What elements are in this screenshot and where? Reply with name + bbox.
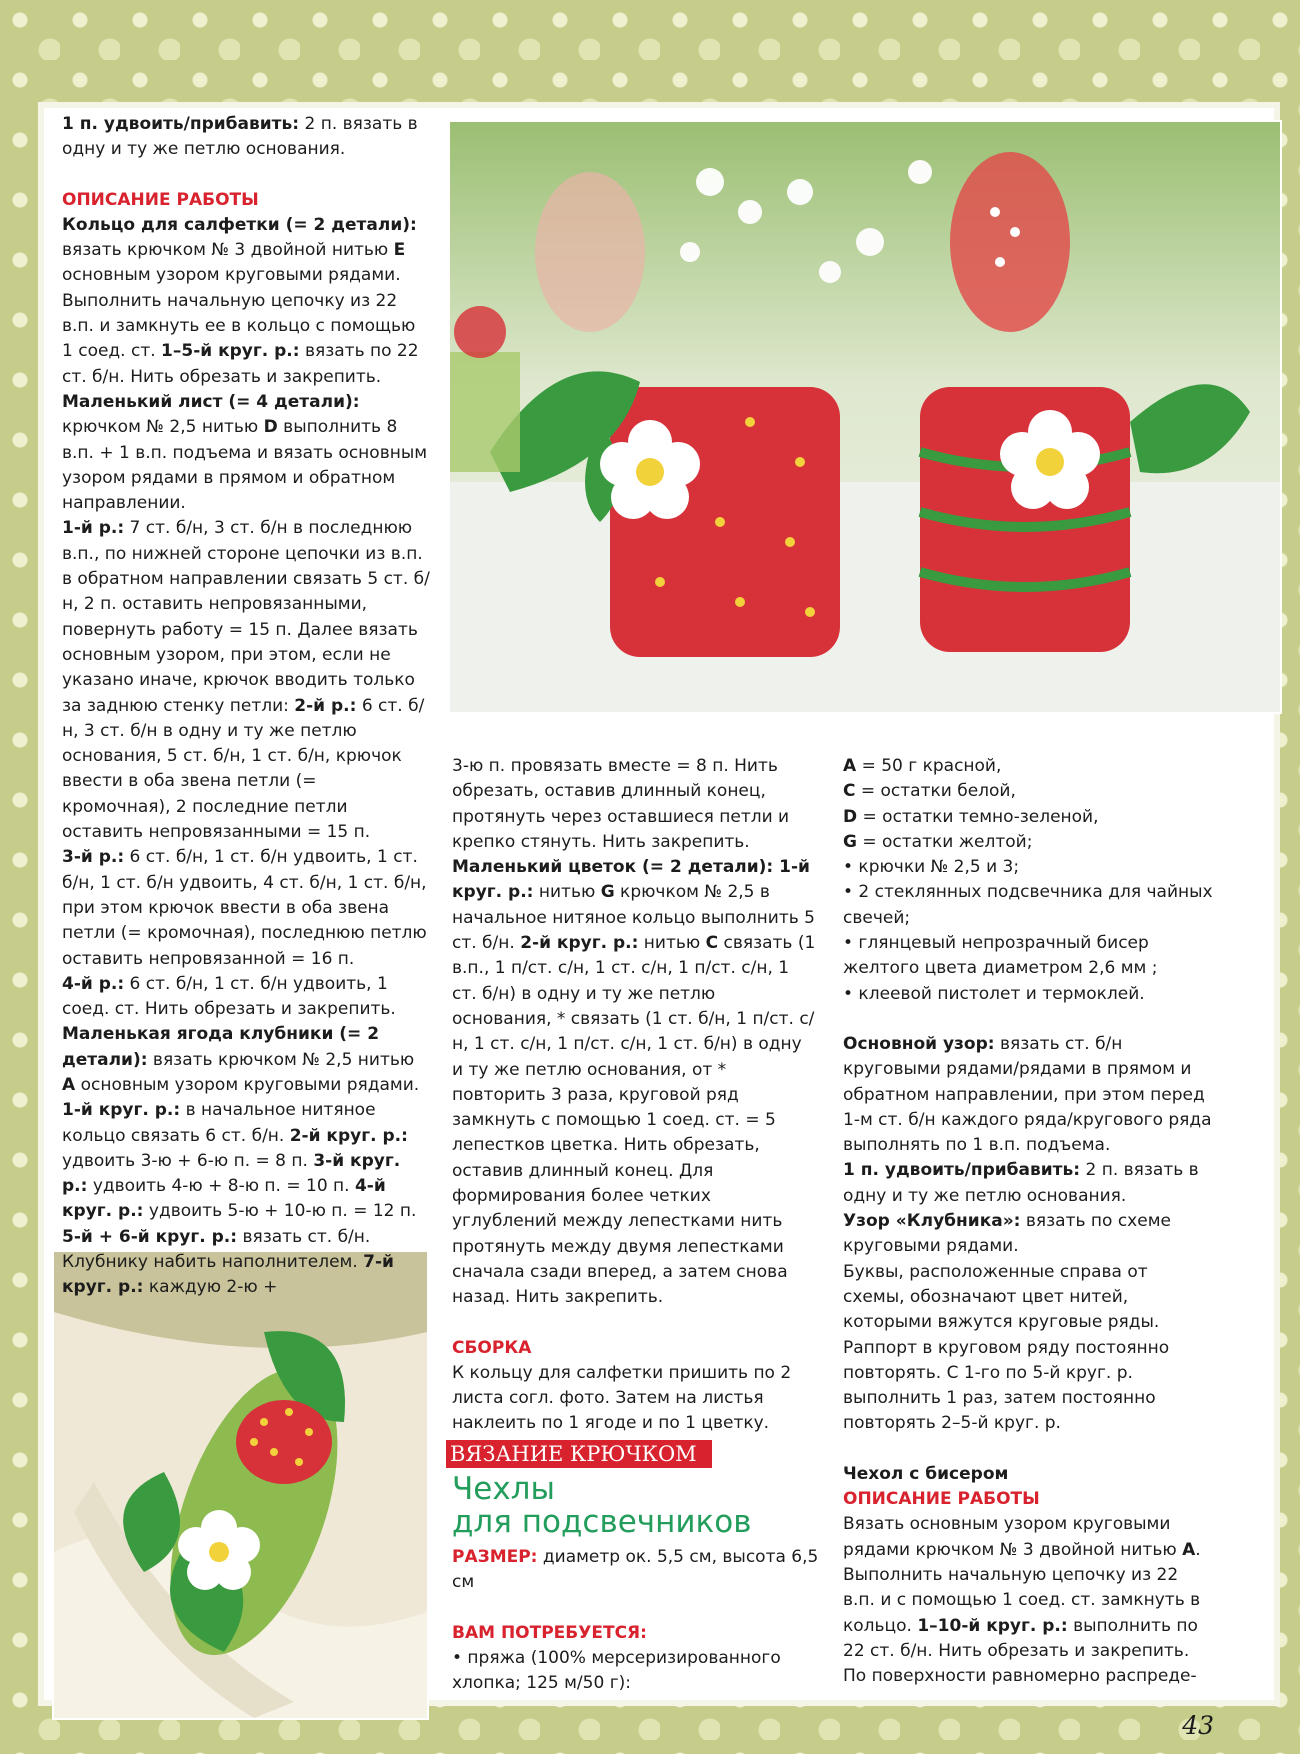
photo-candle-holders (448, 120, 1282, 714)
paragraph-beaded-cover: Вязать основным узором круговыми рядами крючком № 3 двойной нитью А. Выполнить начальную цепочку из 22 в.п. и с помощью 1 соед. ст. замкнуть в кольцо. 1–10-й круг. р.: выполнить по 22 ст. б/н. Нить обрезать и закрепить. По поверхности равномерно распреде- (843, 1514, 1201, 1687)
paragraph-size: РАЗМЕР: диаметр ок. 5,5 см, высота 6,5 см (452, 1547, 819, 1593)
paragraph-main-pattern: Основной узор: вязать ст. б/н круговыми рядами/рядами в прямом и обратном направлении, при этом перед 1-м ст. б/н каждого ряда/кругового ряда выполнять по 1 в.п. подъема. (843, 1033, 1212, 1156)
column-right (843, 754, 1213, 1689)
paragraph-leaf-rows: 1-й р.: 7 ст. б/н, 3 ст. б/н в последнюю в.п., по нижней стороне цепочки из в.п. в обратном направлении связать 5 ст. б/н, 2 п. оставить непровязанными, повернуть работу = 15 п. Далее вязать основным узором, при этом, если не указано иначе, крючок вводить только за заднюю стенку петли: 2-й р.: 6 ст. б/н, 3 ст. б/н в одну и ту же петлю основания, 5 ст. б/н, 1 ст. б/н, крючок ввести в оба звена петли (= кромочная), 2 последние петли оставить непровязанными = 15 п. (62, 518, 430, 843)
heading-you-need: ВАМ ПОТРЕБУЕТСЯ: (452, 1622, 647, 1643)
yarn-d: D = остатки темно-зеленой, (843, 806, 1099, 827)
yarn-c: С = остатки белой, (843, 781, 1016, 802)
column-left (62, 112, 430, 1301)
list-item-hooks: • крючки № 2,5 и 3; (843, 857, 1020, 878)
paragraph-leaf-row3: 3-й р.: 6 ст. б/н, 1 ст. б/н удвоить, 1 ст. б/н, 1 ст. б/н удвоить, 4 ст. б/н, 1 ст. б/н, при этом крючок ввести в оба звена петли (= кромочная), последнюю петлю оставить непровязанной = 16 п. (62, 847, 427, 969)
paragraph-small-leaf: Маленький лист (= 4 детали): крючком № 2,5 нитью D выполнить 8 в.п. + 1 в.п. подъема и вязать основным узором рядами в прямом и обратном направлении. (62, 391, 428, 514)
photo-napkin-ring (52, 1250, 429, 1720)
section-banner: ВЯЗАНИЕ КРЮЧКОМ (446, 1440, 712, 1468)
heading-assembly: СБОРКА (452, 1337, 532, 1358)
paragraph-napkin-ring: Кольцо для салфетки (= 2 детали): вязать крючком № 3 двойной нитью Е основным узором круговыми рядами. Выполнить начальную цепочку из 22 в.п. и замкнуть ее в кольцо с помощью 1 соед. ст. 1–5-й круг. р.: вязать по 22 ст. б/н. Нить обрезать и закрепить. (62, 214, 419, 387)
list-item-candle-holders: • 2 стеклянных подсвечника для чайных свечей; (843, 882, 1213, 928)
yarn-g: G = остатки желтой; (843, 831, 1033, 852)
paragraph-strawberry-pattern: Узор «Клубника»: вязать по схеме круговыми рядами. (843, 1211, 1171, 1257)
yarn-a: А = 50 г красной, (843, 756, 1002, 776)
paragraph-assembly: К кольцу для салфетки пришить по 2 листа согл. фото. Затем на листья наклеить по 1 ягоде и по 1 цветку. (452, 1362, 792, 1434)
list-item-glue: • клеевой пистолет и термоклей. (843, 983, 1145, 1004)
list-item-beads: • глянцевый непрозрачный бисер желтого цвета диаметром 2,6 мм ; (843, 933, 1158, 979)
paragraph-letters: Буквы, расположенные справа от схемы, обозначают цвет нитей, которыми вяжутся круговые ряды. Раппорт в круговом ряду постоянно повторять. С 1-го по 5-й круг. р. выполнить 1 раз, затем постоянно повторять 2–5-й круг. р. (843, 1261, 1170, 1434)
article-title-line1: Чехлы (452, 1471, 555, 1507)
paragraph-leaf-row4: 4-й р.: 6 ст. б/н, 1 ст. б/н удвоить, 1 соед. ст. Нить обрезать и закрепить. (62, 973, 396, 1020)
heading-work-description: ОПИСАНИЕ РАБОТЫ (62, 189, 259, 210)
heading-beaded-cover: Чехол с бисером (843, 1463, 1009, 1484)
paragraph-berry-finish: 3-ю п. провязать вместе = 8 п. Нить обрезать, оставив длинный конец, протянуть через оставшиеся петли и крепко стянуть. Нить закрепить. (452, 756, 790, 852)
paragraph-increase-def: 1 п. удвоить/прибавить: 2 п. вязать в одну и ту же петлю основания. (62, 114, 418, 160)
paragraph-increase: 1 п. удвоить/прибавить: 2 п. вязать в одну и ту же петлю основания. (843, 1160, 1199, 1206)
article-title-line2: для подсвечников (452, 1504, 752, 1540)
article-title (452, 1473, 752, 1539)
size-and-materials (452, 1545, 822, 1696)
heading-work-description-2: ОПИСАНИЕ РАБОТЫ (843, 1489, 1040, 1510)
paragraph-small-flower: Маленький цветок (= 2 детали): 1-й круг. р.: нитью G крючком № 2,5 в начальное нитяное кольцо выполнить 5 ст. б/н. 2-й круг. р.: нитью С связать (1 в.п., 1 п/ст. с/н, 1 ст. с/н, 1 п/ст. с/н, 1 ст. б/н) в одну и ту же петлю основания, * связать (1 ст. б/н, 1 п/ст. с/н, 1 ст. с/н, 1 п/ст. с/н, 1 ст. б/н) в одну и ту же петлю основания, от * повторить 3 раза, круговой ряд замкнуть с помощью 1 соед. ст. = 5 лепестков цветка. Нить обрезать, оставив длинный конец. Для формирования более четких углублений между лепестками нить протянуть между двумя лепестками сначала сзади вперед, а затем снова назад. Нить закрепить. (452, 857, 816, 1308)
list-item-yarn: • пряжа (100% мерсеризированного хлопка; 125 м/50 г): (452, 1647, 781, 1694)
column-middle (452, 754, 816, 1437)
paragraph-small-berry: Маленькая ягода клубники (= 2 детали): вязать крючком № 2,5 нитью А основным узором круговыми рядами. 1-й круг. р.: в начальное нитяное кольцо связать 6 ст. б/н. 2-й круг. р.: удвоить 3-ю + 6-ю п. = 8 п. 3-й круг. р.: удвоить 4-ю + 8-ю п. = 10 п. 4-й круг. р.: удвоить 5-ю + 10-ю п. = 12 п. 5-й + 6-й круг. р.: вязать ст. б/н. Клубнику набить наполнителем. 7-й круг. р.: каждую 2-ю + (62, 1024, 420, 1298)
page-number: 43 (1182, 1711, 1214, 1740)
